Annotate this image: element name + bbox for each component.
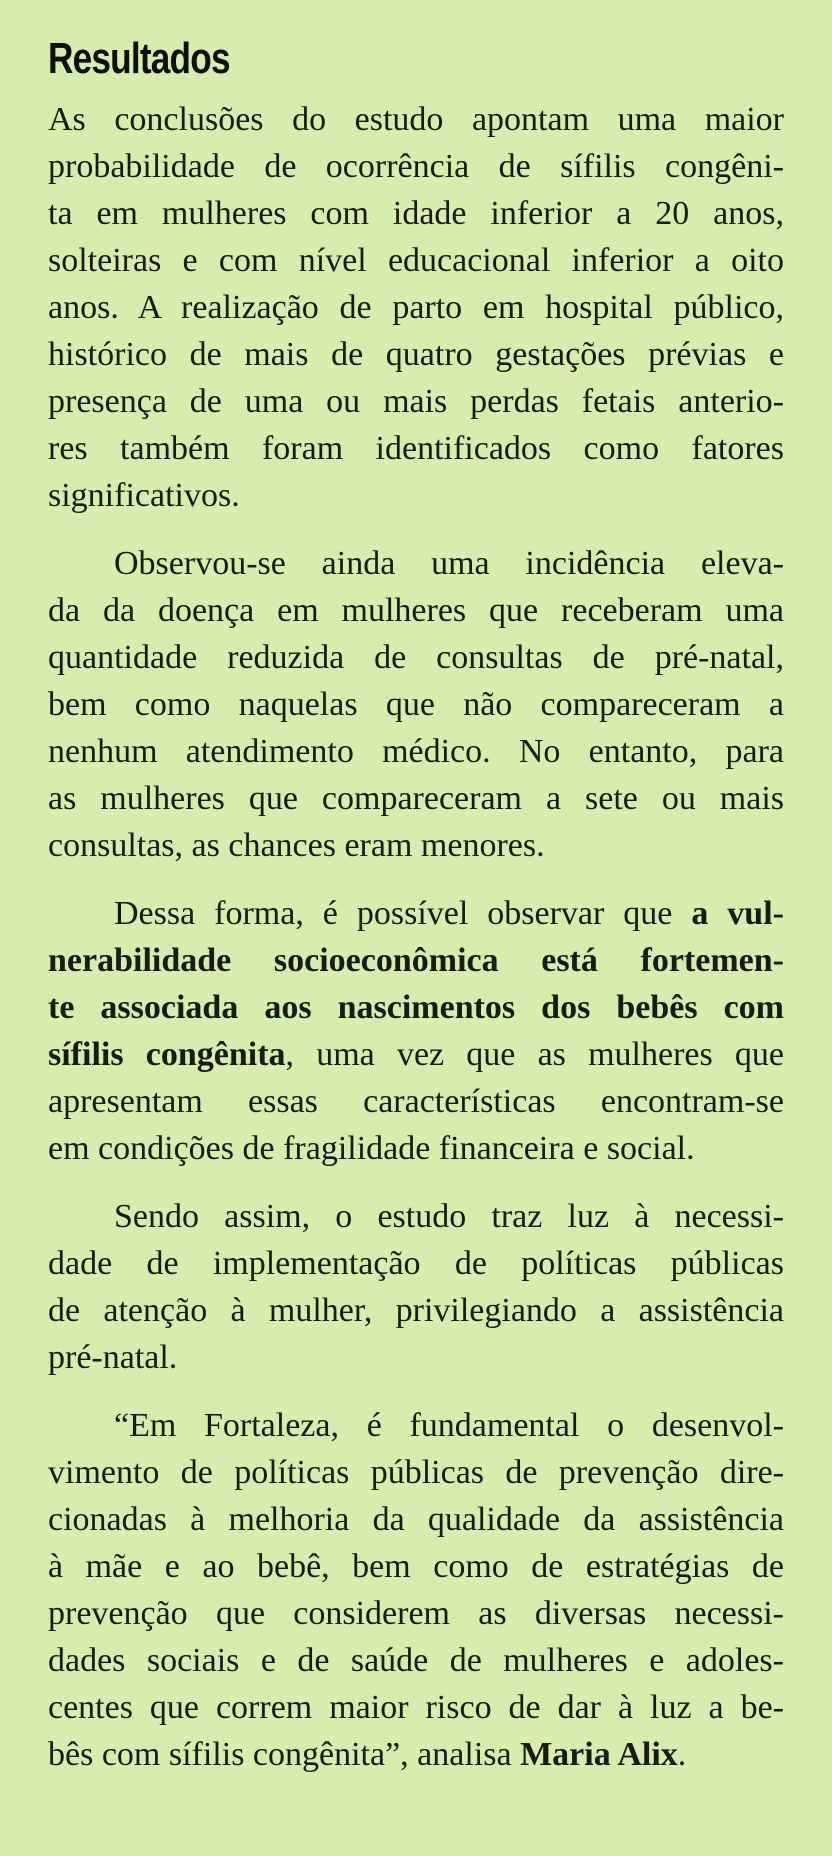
paragraph xyxy=(48,890,784,1172)
text-segment: pré-natal. xyxy=(48,1339,178,1376)
text-segment: vimento de políticas públicas de prevenção dire- xyxy=(48,1454,784,1491)
text-segment: consultas, as chances eram menores. xyxy=(48,827,545,864)
paragraph xyxy=(48,1193,784,1381)
text-line xyxy=(48,1193,784,1240)
text-segment: Observou-se ainda uma incidência eleva- xyxy=(114,545,784,582)
text-segment: prevenção que considerem as diversas necessi- xyxy=(48,1595,784,1632)
text-line xyxy=(48,984,784,1031)
text-line xyxy=(48,1590,784,1637)
text-segment: significativos. xyxy=(48,477,240,514)
text-segment: dades sociais e de saúde de mulheres e adoles- xyxy=(48,1642,784,1679)
text-segment: centes que correm maior risco de dar à luz a be- xyxy=(48,1689,784,1726)
text-line xyxy=(48,331,784,378)
text-segment: presença de uma ou mais perdas fetais anterio- xyxy=(48,383,784,420)
text-segment: à mãe e ao bebê, bem como de estratégias de xyxy=(48,1548,784,1585)
text-segment: . xyxy=(677,1736,687,1773)
text-line xyxy=(48,822,784,869)
text-segment: Dessa forma, é possível observar que xyxy=(114,895,692,932)
text-segment: probabilidade de ocorrência de sífilis congêni- xyxy=(48,148,784,185)
text-segment: apresentam essas características encontram-se xyxy=(48,1083,784,1120)
text-segment: solteiras e com nível educacional inferior a oito xyxy=(48,242,784,279)
text-segment: em condições de fragilidade financeira e social. xyxy=(48,1130,695,1167)
text-line xyxy=(48,1731,784,1778)
text-segment: histórico de mais de quatro gestações prévias e xyxy=(48,336,784,373)
text-line xyxy=(48,190,784,237)
text-line xyxy=(48,890,784,937)
text-segment: cionadas à melhoria da qualidade da assistência xyxy=(48,1501,784,1538)
text-line xyxy=(48,1240,784,1287)
bold-text-segment: nerabilidade socioeconômica está fortemen- xyxy=(48,942,784,979)
text-line xyxy=(48,1031,784,1078)
text-line xyxy=(48,378,784,425)
text-line xyxy=(48,937,784,984)
text-segment: res também foram identificados como fatores xyxy=(48,430,784,467)
text-line xyxy=(48,237,784,284)
text-segment: ta em mulheres com idade inferior a 20 anos, xyxy=(48,195,784,232)
text-line xyxy=(48,143,784,190)
text-segment: bês com sífilis congênita”, analisa xyxy=(48,1736,521,1773)
text-line xyxy=(48,1125,784,1172)
page-title: Resultados xyxy=(48,34,230,83)
text-line xyxy=(48,1496,784,1543)
text-line xyxy=(48,425,784,472)
text-line xyxy=(48,96,784,143)
text-line xyxy=(48,775,784,822)
text-line xyxy=(48,540,784,587)
text-line xyxy=(48,634,784,681)
text-line xyxy=(48,1287,784,1334)
text-line xyxy=(48,1637,784,1684)
text-segment: Sendo assim, o estudo traz luz à necessi- xyxy=(114,1198,784,1235)
text-segment: “Em Fortaleza, é fundamental o desenvol- xyxy=(114,1407,784,1444)
paragraph xyxy=(48,1402,784,1778)
text-segment: da da doença em mulheres que receberam uma xyxy=(48,592,784,629)
text-line xyxy=(48,728,784,775)
text-segment: , uma vez que as mulheres que xyxy=(285,1036,784,1073)
text-line xyxy=(48,1078,784,1125)
paragraph xyxy=(48,96,784,519)
bold-text-segment: te associada aos nascimentos dos bebês com xyxy=(48,989,784,1026)
text-segment: de atenção à mulher, privilegiando a assistência xyxy=(48,1292,784,1329)
text-segment: nenhum atendimento médico. No entanto, para xyxy=(48,733,784,770)
text-segment: bem como naquelas que não compareceram a xyxy=(48,686,784,723)
text-line xyxy=(48,681,784,728)
text-line xyxy=(48,587,784,634)
bold-text-segment: sífilis congênita xyxy=(48,1036,286,1073)
text-line xyxy=(48,1449,784,1496)
text-line xyxy=(48,1402,784,1449)
text-line xyxy=(48,472,784,519)
article-body xyxy=(48,96,784,1778)
text-segment: as mulheres que compareceram a sete ou mais xyxy=(48,780,784,817)
text-line xyxy=(48,1334,784,1381)
text-segment: quantidade reduzida de consultas de pré-natal, xyxy=(48,639,784,676)
bold-text-segment: a vul- xyxy=(691,895,784,932)
text-segment: dade de implementação de políticas públicas xyxy=(48,1245,784,1282)
text-line xyxy=(48,1543,784,1590)
bold-text-segment: Maria Alix xyxy=(520,1736,678,1773)
paragraph xyxy=(48,540,784,869)
text-segment: anos. A realização de parto em hospital público, xyxy=(48,289,784,326)
text-line xyxy=(48,284,784,331)
text-segment: As conclusões do estudo apontam uma maior xyxy=(48,101,784,138)
text-line xyxy=(48,1684,784,1731)
